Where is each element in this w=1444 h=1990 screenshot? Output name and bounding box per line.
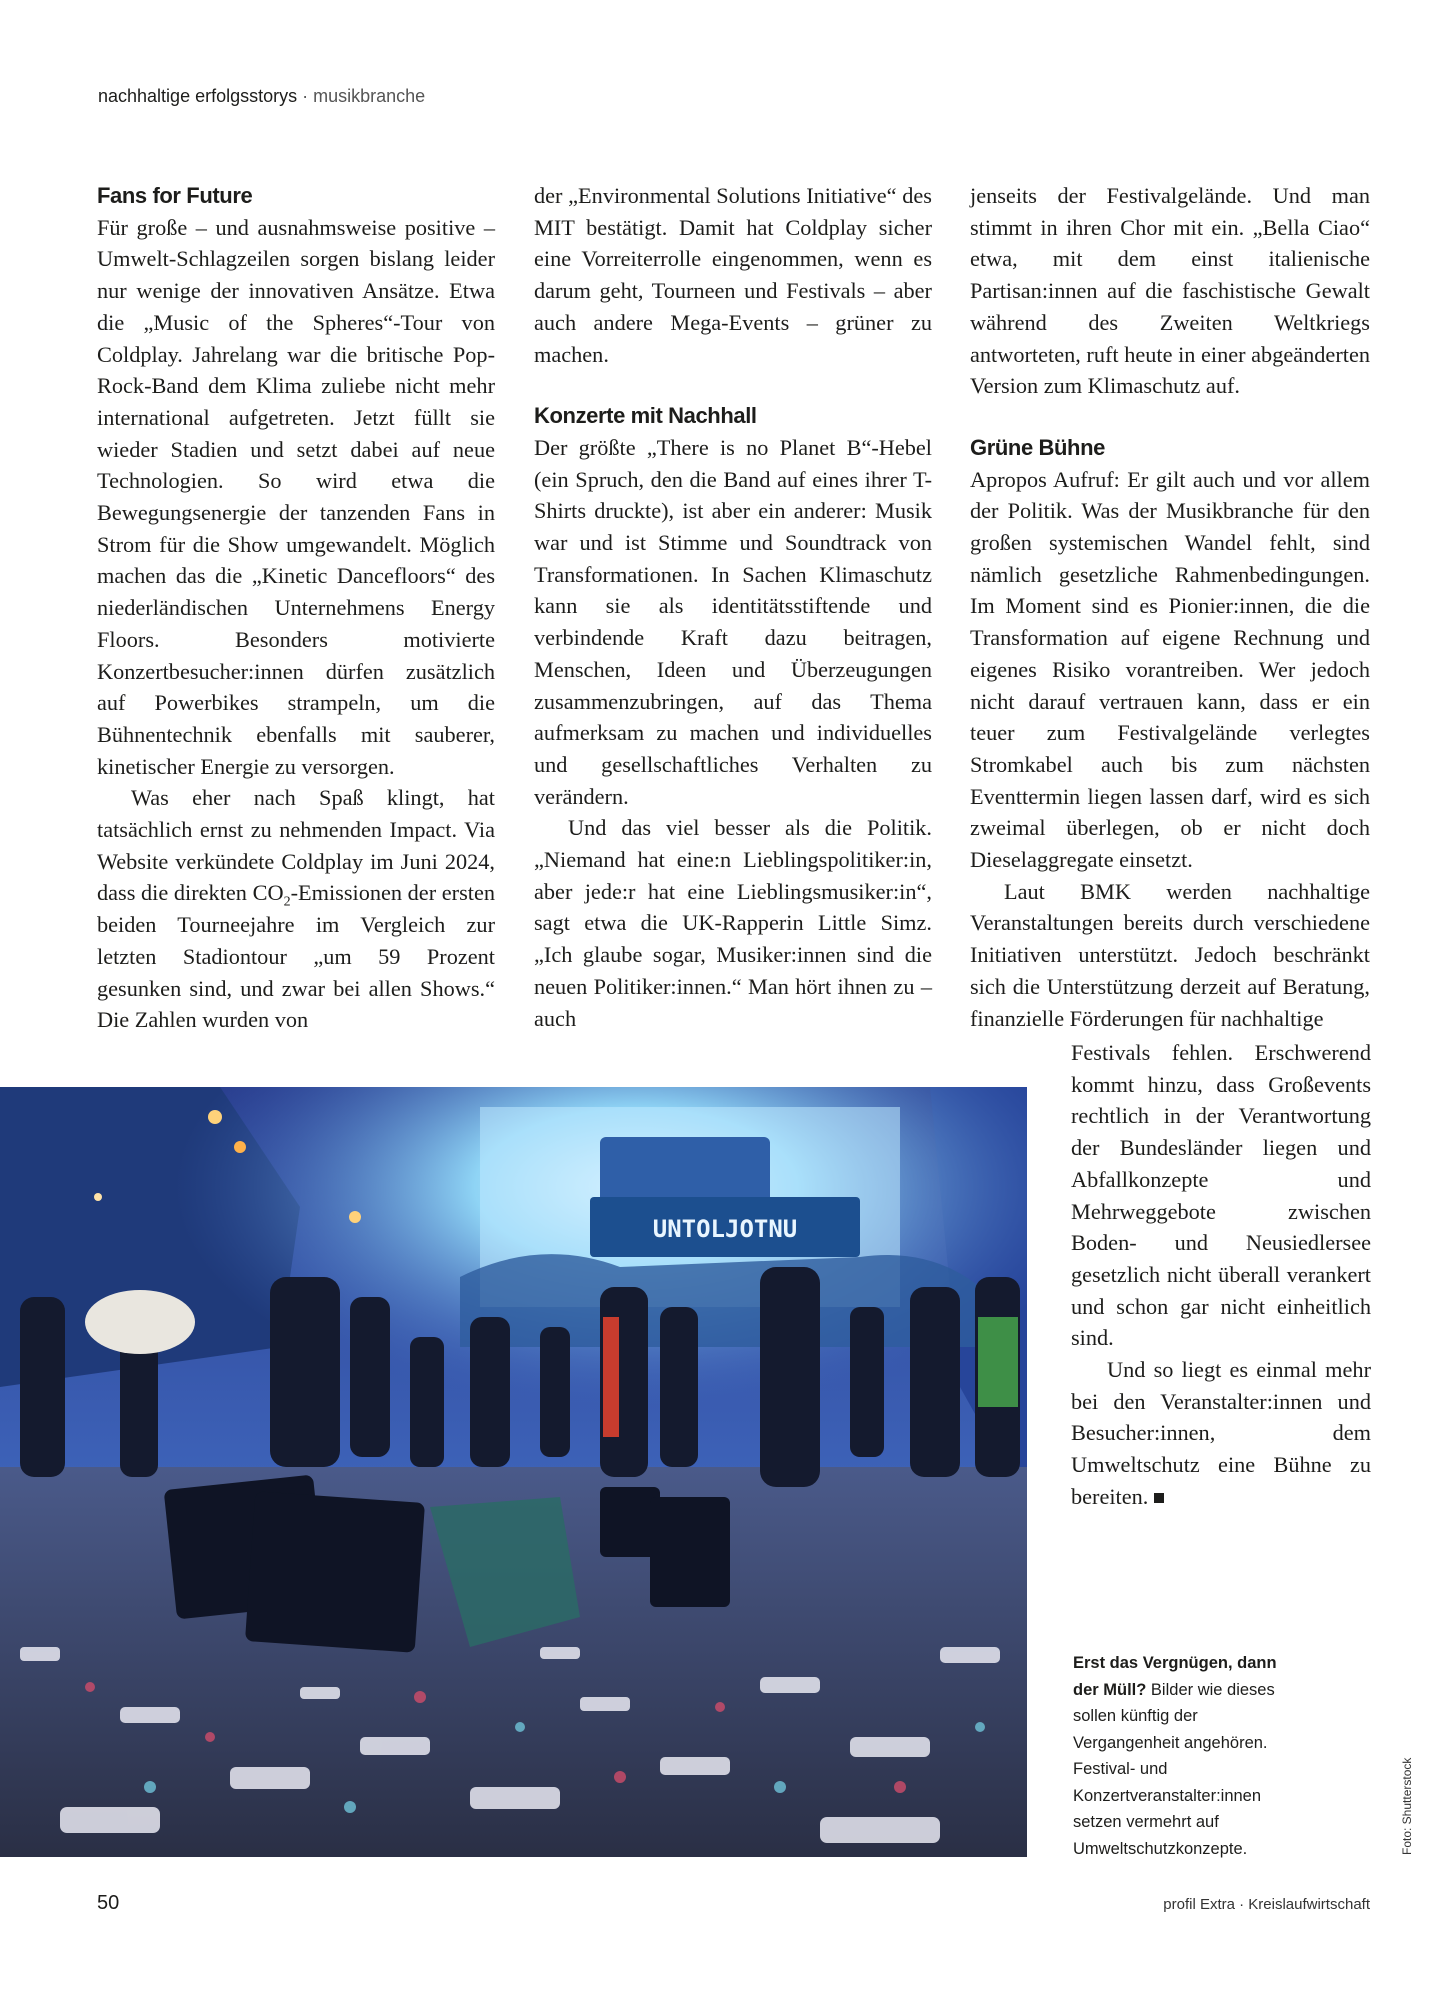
paragraph: Laut BMK werden nachhaltige Veranstaltungen bereits durch verschiedene Initiativen unterstützt. Jedoch beschränkt sich die Unterstützung derzeit auf Beratung, finanzielle Förderungen für nachhaltige [970, 878, 1370, 1031]
festival-litter-photo [0, 1087, 1027, 1857]
publication-footer: profil Extra · Kreislaufwirtschaft [1163, 1896, 1370, 1913]
heading-konzerte-mit-nachhall: Konzerte mit Nachhall [534, 403, 757, 429]
paragraph: Apropos Aufruf: Er gilt auch und vor allem der Politik. Was der Musikbranche für den großen systemischen Wandel fehlt, sind nämlich gesetzliche Rahmenbedingungen. Im Moment sind es Pionier:innen, die die Transformation auf eigene Rechnung und eigenes Risiko vorantreiben. Wer jedoch nicht darauf vertrauen kann, dass er ein teuer zum Festivalgelände verlegtes Stromkabel auch bis zum nächsten Eventtermin liegen lassen darf, wird es sich zweimal überlegen, ob er nicht doch Dieselaggregate einsetzt. [970, 466, 1370, 873]
paragraph: Für große – und ausnahmsweise positive – Umwelt-Schlagzeilen sorgen bislang leider nur wenige der innovativen Ansätze. Etwa die „Music of the Spheres“-Tour von Coldplay. Jahrelang war die britische Pop-Rock-Band dem Klima zuliebe nicht mehr international aufgetreten. Jetzt füllt sie wieder Stadien und setzt dabei auf neue Technologien. So wird etwa die Bewegungsenergie der tanzenden Fans in Strom für die Show umgewandelt. Möglich machen das die „Kinetic Dancefloors“ des niederländischen Unternehmens Energy Floors. Besonders motivierte Konzertbesucher:innen dürfen zusätzlich auf Powerbikes strampeln, um die Bühnentechnik ebenfalls mit sauberer, kinetischer Energie zu versorgen. [97, 214, 495, 779]
heading-gruene-buehne: Grüne Bühne [970, 434, 1105, 460]
article-column-3 [970, 180, 1370, 1034]
heading-fans-for-future: Fans for Future [97, 183, 253, 208]
paragraph: der „Environmental Solutions Initiative“ des MIT bestätigt. Damit hat Coldplay sicher eine Vorreiterrolle eingenommen, wenn es darum geht, Tourneen und Festivals – aber auch andere Mega-Events – grüner zu machen. [534, 183, 932, 367]
paragraph: jenseits der Festivalgelände. Und man stimmt in ihren Chor mit ein. „Bella Ciao“ etwa, mit dem einst italienische Partisan:innen auf die faschistische Gewalt während des Zweiten Weltkriegs antworteten, ruft heute in einer abgeänderten Version zum Klimaschutz auf. [970, 183, 1370, 399]
paragraph-final: Und so liegt es einmal mehr bei den Veranstalter:innen und Besucher:innen, dem Umweltschutz eine Bühne zu bereiten. [1071, 1357, 1371, 1509]
paragraph-co2: Was eher nach Spaß klingt, hat tatsächlich ernst zu nehmenden Impact. Via Website verkündete Coldplay im Juni 2024, dass die direkten $CO_2$-Emissionen der ersten beiden Tourneejahre im Vergleich zur letzten Stadiontour „um 59 Prozent gesunken sind, und zwar bei allen Shows.“ Die Zahlen wurden von [97, 785, 495, 1033]
page-number: 50 [97, 1892, 120, 1914]
article-column-1 [97, 180, 495, 1036]
article-column-3-continued [1071, 1037, 1371, 1513]
photo-caption [1073, 1650, 1303, 1862]
subsection-label: musikbranche [313, 86, 426, 106]
paragraph: Festivals fehlen. Erschwerend kommt hinzu, dass Großevents rechtlich in der Verantwortung der Bundesländer liegen und Abfallkonzepte und Mehrweggebote zwischen Boden- und Neusiedlersee gesetzlich nicht überall verankert und schon gar nicht einheitlich sind. [1071, 1040, 1371, 1351]
running-head [98, 86, 425, 107]
header-separator: · [302, 86, 309, 106]
stage-sign-text: UNTOLJOTNU [652, 1215, 798, 1243]
article-column-2 [534, 180, 932, 1034]
section-label: nachhaltige erfolgsstorys [98, 86, 298, 106]
end-mark-icon [1154, 1493, 1164, 1503]
paragraph: Der größte „There is no Planet B“-Hebel (ein Spruch, den die Band auf eines ihrer T-Shirts druckte), ist aber ein anderer: Musik war und ist Stimme und Soundtrack von Transformationen. In Sachen Klimaschutz kann sie als identitätsstiftende und verbindende Kraft dazu beitragen, Menschen, Ideen und Überzeugungen zusammenzubringen, auf das Thema aufmerksam zu machen und individuelles und gesellschaftliches Verhalten zu verändern. [534, 434, 932, 809]
caption-lead: Erst das Vergnügen, dann der Müll? [1073, 1654, 1277, 1699]
paragraph: Und das viel besser als die Politik. „Niemand hat eine:n Lieblingspolitiker:in, aber jede:r hat eine Lieblingsmusiker:in“, sagt etwa die UK-Rapperin Little Simz. „Ich glaube sogar, Musiker:innen sind die neuen Politiker:innen.“ Man hört ihnen zu – auch [534, 815, 932, 1031]
photo-credit: Foto: Shutterstock [1400, 1757, 1414, 1855]
caption-text: Bilder wie dieses sollen künftig der Vergangenheit angehören. Festival- und Konzertveranstalter:innen setzen vermehrt auf Umweltschutzkonzepte. [1073, 1680, 1275, 1858]
